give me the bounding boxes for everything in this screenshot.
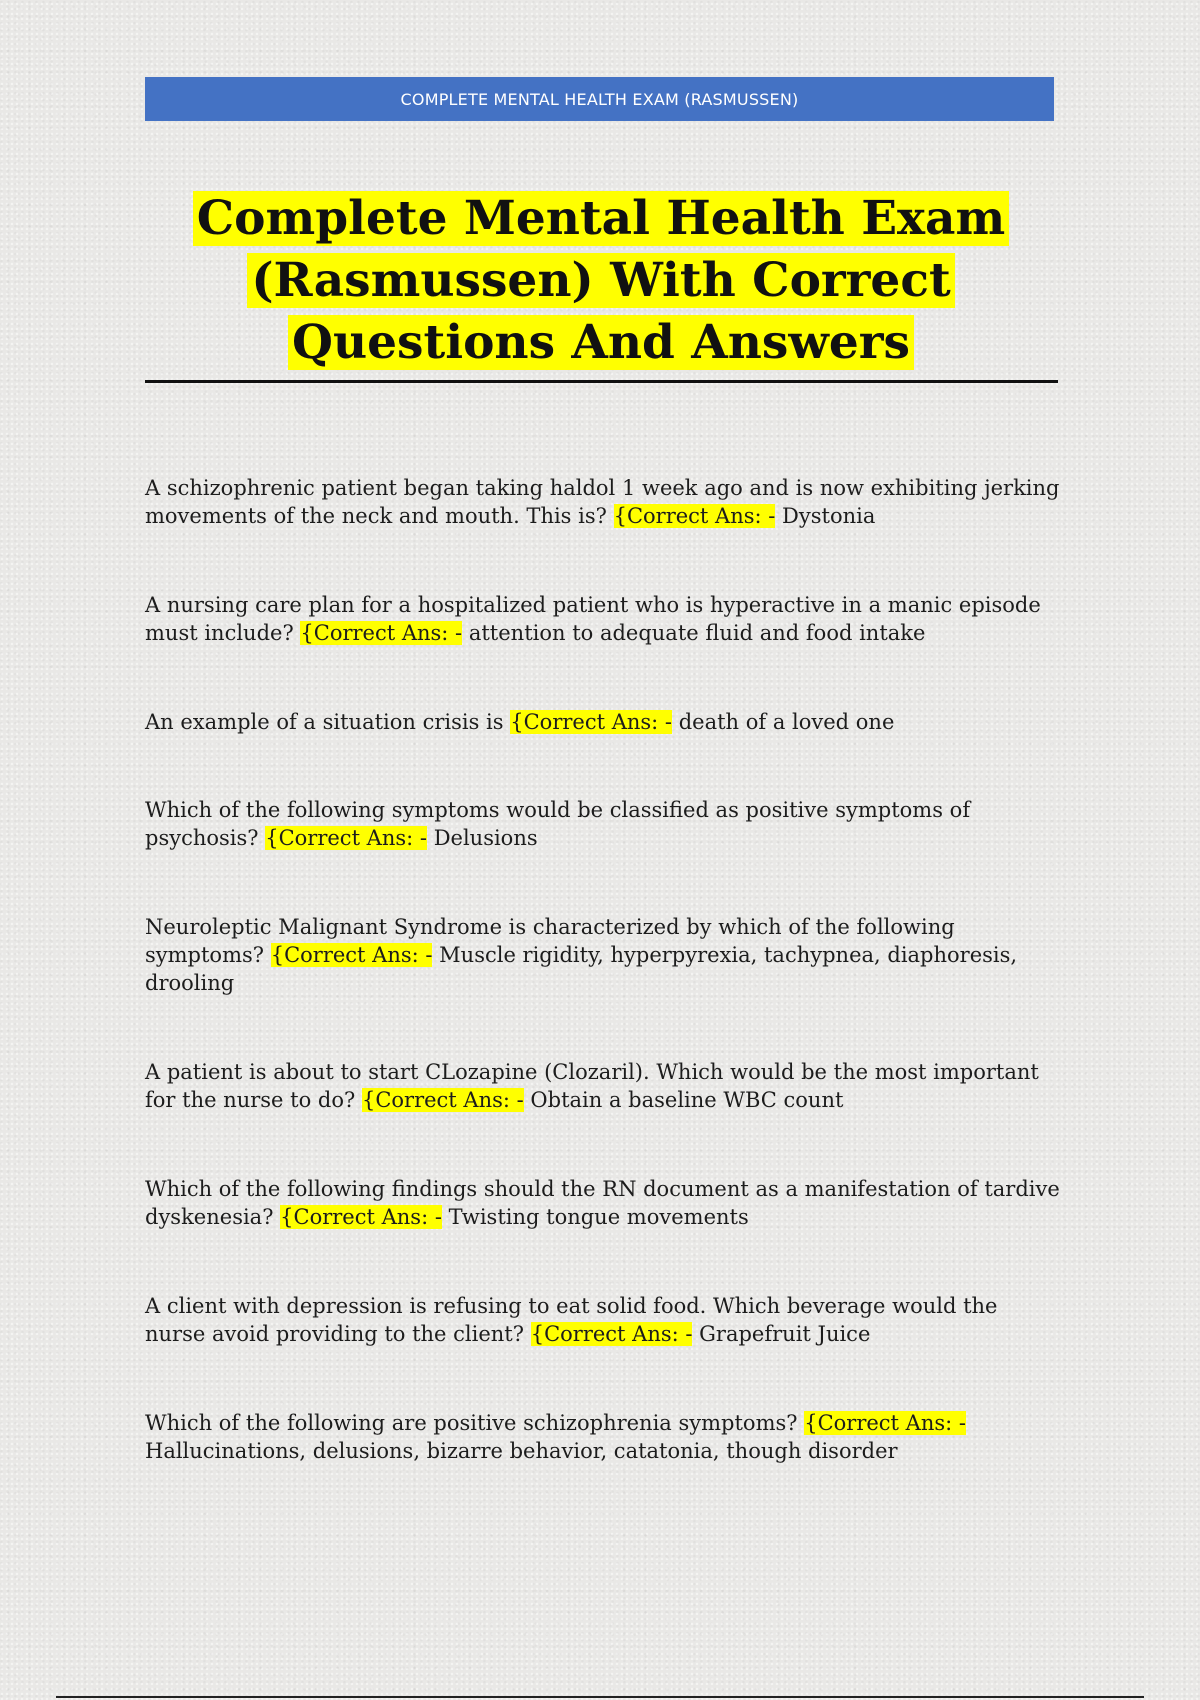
- qa-item: [145, 1292, 1060, 1348]
- qa-item: [145, 474, 1060, 530]
- qa-item: [145, 913, 1060, 997]
- header-bar: [145, 77, 1054, 121]
- question-text: Which of the following symptoms would be classified as positive symptoms of psychosis?: [145, 798, 971, 850]
- correct-answer-tag: {Correct Ans: -: [270, 943, 433, 967]
- correct-answer-tag: {Correct Ans: -: [613, 504, 776, 528]
- answer-text: Grapefruit Juice: [699, 1322, 871, 1346]
- correct-answer-tag: {Correct Ans: -: [280, 1205, 442, 1229]
- qa-item: [145, 1175, 1060, 1231]
- correct-answer-tag: {Correct Ans: -: [804, 1411, 966, 1435]
- qa-item: [145, 591, 1060, 647]
- answer-text: Obtain a baseline WBC count: [530, 1088, 844, 1112]
- answer-text: Dystonia: [782, 504, 876, 528]
- correct-answer-tag: {Correct Ans: -: [530, 1322, 693, 1346]
- answer-text: attention to adequate fluid and food intake: [468, 621, 926, 645]
- answer-text: Delusions: [433, 826, 538, 850]
- qa-item: [145, 1409, 1060, 1465]
- question-text: Which of the following findings should the RN document as a manifestation of tardive dyskenesia?: [145, 1177, 1060, 1229]
- question-text: A schizophrenic patient began taking haldol 1 week ago and is now exhibiting jerking movements of the neck and mouth. This is?: [145, 476, 1060, 528]
- answer-text: Twisting tongue movements: [448, 1205, 749, 1229]
- title-divider: [145, 380, 1058, 383]
- correct-answer-tag: {Correct Ans: -: [300, 621, 463, 645]
- question-text: Which of the following are positive schizophrenia symptoms?: [145, 1411, 798, 1435]
- footer-divider: [56, 1696, 1144, 1698]
- qa-item: [145, 708, 1060, 736]
- question-text: A nursing care plan for a hospitalized patient who is hyperactive in a manic episode must include?: [145, 593, 1041, 645]
- qa-item: [145, 1058, 1060, 1114]
- question-text: Neuroleptic Malignant Syndrome is characterized by which of the following symptoms?: [145, 915, 955, 967]
- correct-answer-tag: {Correct Ans: -: [265, 826, 427, 850]
- answer-text: death of a loved one: [678, 710, 895, 734]
- document-title: [145, 188, 1057, 374]
- answer-text: Muscle rigidity, hyperpyrexia, tachypnea, diaphoresis, drooling: [145, 943, 1018, 995]
- correct-answer-tag: {Correct Ans: -: [510, 710, 673, 734]
- qa-item: [145, 796, 1060, 852]
- answer-text: Hallucinations, delusions, bizarre behavior, catatonia, though disorder: [145, 1439, 898, 1463]
- header-text: COMPLETE MENTAL HEALTH EXAM (RASMUSSEN): [400, 89, 799, 109]
- question-text: A client with depression is refusing to eat solid food. Which beverage would the nurse avoid providing to the client?: [145, 1294, 998, 1346]
- document-title-text: Complete Mental Health Exam (Rasmussen) With Correct Questions And Answers: [193, 191, 1009, 370]
- question-text: A patient is about to start CLozapine (Clozaril). Which would be the most important for the nurse to do?: [145, 1060, 1039, 1112]
- correct-answer-tag: {Correct Ans: -: [361, 1088, 524, 1112]
- question-text: An example of a situation crisis is: [145, 710, 504, 734]
